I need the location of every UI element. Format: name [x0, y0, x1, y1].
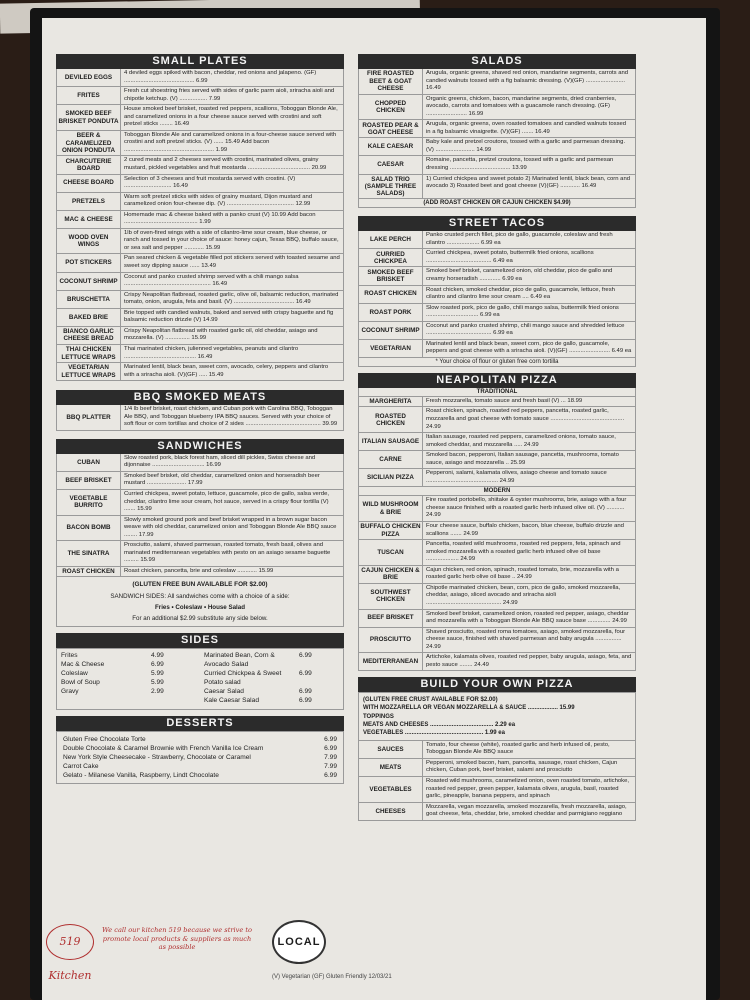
menu-item [358, 584, 636, 610]
item-description: House smoked beef brisket, roasted red peppers, scallions, Toboggan Blonde Ale, and caramelized onions in a four cheese sauce served with crostini and soft pretzel sticks ........ 16.49 [124, 106, 338, 128]
item-name: ROASTED PEAR & GOAT CHEESE [359, 120, 423, 137]
bbq-header: BBQ SMOKED MEATS [56, 390, 344, 405]
menu-item [56, 156, 344, 174]
sandwiches-header: SANDWICHES [56, 439, 344, 454]
priced-item-price: 5.99 [151, 679, 164, 687]
item-name: ROASTED CHICKEN [359, 407, 423, 432]
menu-item [56, 273, 344, 291]
menu-item [358, 496, 636, 522]
menu-item [358, 451, 636, 469]
byo-base: WITH MOZZARELLA OR VEGAN MOZZARELLA & SAUCE .................. 15.99 [363, 705, 575, 712]
menu-item [358, 120, 636, 138]
byo-toppings-label: TOPPINGS [363, 713, 394, 720]
item-name: VEGETABLES [359, 777, 423, 802]
small-plates-header: SMALL PLATES [56, 54, 344, 69]
desserts-header: DESSERTS [56, 716, 344, 731]
item-description: Italian sausage, roasted red peppers, caramelized onions, tomato sauce, smoked cheddar, and mozzarella ..... 24.99 [426, 434, 616, 448]
item-description: Smoked bacon, pepperoni, Italian sausage, pancetta, mushrooms, tomato sauce, asiago and mozzarella .. 25.99 [426, 452, 619, 466]
priced-item [63, 753, 337, 762]
menu-item [56, 567, 344, 578]
item-name: CHEESES [359, 803, 423, 820]
item-description: Shaved prosciutto, roasted roma tomatoes, asiago, smoked mozzarella, four cheese sauce, finished with shaved parmesan and baby arugula ................ 24.99 [426, 628, 626, 650]
item-description: Roasted wild mushrooms, caramelized onion, oven roasted tomato, artichoke, roasted red pepper, green pepper, kalamata olives, arugula, basil, roasted garlic, pineapple, banana peppers, and spinach [426, 777, 629, 800]
priced-item-name: Marinated Bean, Corn & Avocado Salad [204, 652, 275, 669]
priced-item [63, 744, 337, 753]
menu-item [56, 309, 344, 327]
item-name: LAKE PERCH [359, 231, 423, 248]
item-name: BUFFALO CHICKEN PIZZA [359, 522, 423, 539]
item-name: KALE CAESAR [359, 138, 423, 155]
item-name: COCONUT SHRIMP [359, 322, 423, 339]
item-description: 2 cured meats and 2 cheeses served with crostini, marinated olives, grainy mustard, pickled vegetables and fruit mostarda ...................................... 20.99 [124, 157, 327, 172]
item-description: 1) Curried chickpea and sweet potato 2) Marinated lentil, black bean, corn and avocado 3) Roasted beet and goat cheese (V)(GF) ............ 16.49 [426, 175, 630, 190]
item-description: Smoked beef brisket, caramelized onion, old cheddar, pico de gallo and creamy horseradish ............. 6.99 ea [426, 268, 613, 282]
priced-item-name: Bowl of Soup [61, 679, 100, 687]
item-name: MARGHERITA [359, 397, 423, 407]
item-name: ROAST PORK [359, 304, 423, 321]
byo-gf-note: (GLUTEN FREE CRUST AVAILABLE FOR $2.00) [363, 697, 498, 704]
menu-item [358, 304, 636, 322]
menu-item [358, 759, 636, 777]
item-description: Arugula, organic greens, oven roasted tomatoes and candied walnuts tossed in a fig balsamic vinaigrette. (V)(GF) ....... 16.49 [426, 121, 627, 135]
menu-item [358, 267, 636, 285]
priced-item [63, 735, 337, 744]
priced-item-price: 6.99 [299, 687, 312, 695]
menu-item [56, 516, 344, 542]
menu-item [358, 566, 636, 584]
sides-right-list [204, 652, 339, 705]
item-name: BAKED BRIE [57, 309, 121, 326]
item-description: Mozzarella, vegan mozzarella, smoked mozzarella, fresh mozzarella, asiago, goat cheese, feta, cheddar, brie, smoked cheddar and parmigiano reggiano [426, 803, 627, 818]
menu-item [358, 540, 636, 566]
priced-item [204, 688, 339, 697]
item-description: Four cheese sauce, buffalo chicken, bacon, blue cheese, buffalo drizzle and scallions ....... 24.99 [426, 523, 624, 537]
salads-header: SALADS [358, 54, 636, 69]
menu-item [358, 469, 636, 487]
byo-meats-cheeses: MEATS AND CHEESES ...................................... 2.29 ea [363, 721, 516, 728]
local-badge-logo: LOCAL [272, 920, 326, 964]
priced-item-price: 6.99 [324, 735, 337, 743]
item-description: Roast chicken, pancetta, brie and coleslaw ............ 15.99 [124, 567, 274, 574]
byo-pricing [358, 692, 636, 740]
item-description: Slow roasted pork, black forest ham, sliced dill pickles, Swiss cheese and dijonnaise ................................ 16.99 [124, 454, 316, 469]
item-description: Coconut and panko crusted shrimp, chili mango sauce and shredded lettuce ........................................ 6.99 ea [426, 322, 625, 337]
item-name: THE SINATRA [57, 541, 121, 566]
menu-item [56, 327, 344, 345]
item-description: Roast chicken, spinach, roasted red peppers, pancetta, roasted garlic, mozzarella and goat cheese with tomato sauce ............................................. 24.99 [426, 408, 625, 430]
item-description: Cajun chicken, red onion, spinach, roasted tomato, brie, mozzarella with a roasted garlic herb olive oil base .. 24.99 [426, 566, 619, 581]
right-column [358, 54, 636, 821]
priced-item [63, 762, 337, 771]
salads-list [358, 69, 636, 199]
menu-item [56, 105, 344, 131]
priced-item [63, 771, 337, 780]
menu-item [56, 490, 344, 516]
kitchen-tagline: We call our kitchen 519 because we strive to promote local products & suppliers as much as possible [102, 926, 252, 952]
dietary-legend: (V) Vegetarian (GF) Gluten Friendly 12/03/21 [272, 974, 392, 980]
item-name: SOUTHWEST CHICKEN [359, 584, 423, 609]
priced-item-price: 6.99 [299, 652, 312, 660]
item-description: Panko crusted perch fillet, pico de gallo, guacamole, coleslaw and fresh cilantro .................... 6.99 ea [426, 232, 613, 246]
item-name: CUBAN [57, 454, 121, 471]
item-name: BRUSCHETTA [57, 291, 121, 308]
item-name: ROAST CHICKEN [359, 286, 423, 303]
item-description: Slowly smoked ground pork and beef brisket wrapped in a brown sugar bacon weave with old cheddar, caramelized onion and Toboggan Blonde Ale BBQ sauce ........ 17.99 [124, 516, 337, 538]
priced-item-price: 6.99 [151, 661, 164, 669]
priced-item-price: 7.99 [324, 753, 337, 761]
menu-item [358, 407, 636, 433]
item-name: DEVILED EGGS [57, 69, 121, 86]
menu-item [358, 522, 636, 540]
item-description: Romaine, pancetta, pretzel croutons, tossed with a garlic and parmesan dressing ..................................... 13.99 [426, 157, 614, 172]
menu-item [56, 254, 344, 272]
menu-item [56, 405, 344, 431]
item-name: BACON BOMB [57, 516, 121, 541]
item-description: Pancetta, roasted wild mushrooms, roasted red peppers, feta, spinach and smoked mozzarella with a roasted garlic herb infused olive oil base .................... 24.99 [426, 541, 621, 563]
item-description: Warm soft pretzel sticks with sides of grainy mustard, Dijon mustard and caramelized onion four-cheese dip. (V) ......................................... 12.99 [124, 193, 313, 208]
priced-item [204, 652, 339, 670]
item-name: MEATS [359, 759, 423, 776]
menu-item [56, 454, 344, 472]
priced-item-price: 6.99 [324, 744, 337, 752]
menu-item [56, 229, 344, 255]
small-plates-list [56, 69, 344, 381]
sandwiches-list [56, 454, 344, 578]
item-name: THAI CHICKEN LETTUCE WRAPS [57, 345, 121, 362]
menu-item [358, 322, 636, 340]
kitchen-519-logo: 519 Kitchen [46, 924, 94, 960]
priced-item [61, 652, 204, 661]
item-description: Smoked beef brisket, old cheddar, caramelized onion and horseradish beer mustard ........................ 17.99 [124, 472, 320, 487]
item-description: Curried chickpea, sweet potato, lettuce, guacamole, pico de gallo, salsa verde, cheddar, cilantro lime sour cream, hot sauce, served in a crispy flour tortilla (V) ....... 15.99 [124, 490, 329, 513]
item-name: SAUCES [359, 741, 423, 758]
item-description: Tomato, four cheese (white), roasted garlic and herb infused oil, pesto, Toboggan Blonde Ale BBQ sauce [426, 741, 610, 756]
item-name: WILD MUSHROOM & BRIE [359, 496, 423, 521]
item-description: Roast chicken, smoked cheddar, pico de gallo, guacamole, lettuce, fresh cilantro and cilantro lime sour cream .... 6.49 ea [426, 286, 615, 301]
item-description: Marinated lentil and black bean, sweet corn, pico de gallo, guacamole, peppers and goat cheese with a sriracha aioli. (V)(GF) ......................... 6.49 ea [426, 340, 632, 355]
menu-item [358, 777, 636, 803]
item-description: Fresh cut shoestring fries served with sides of garlic parm aioli, sriracha aioli and chipotle ketchup. (V) ................. 7.99 [124, 88, 335, 102]
item-description: Prosciutto, salami, shaved parmesan, roasted tomato, fresh basil, olives and marinated mediterranean vegetables with pesto on an asiago sesame baguette ......... 15.99 [124, 542, 331, 564]
menu-item [56, 193, 344, 211]
menu-item [358, 610, 636, 628]
menu-item [56, 291, 344, 309]
priced-item-price: 6.99 [324, 772, 337, 780]
menu-item [56, 541, 344, 567]
priced-item-price: 4.99 [151, 652, 164, 660]
item-name: SICILIAN PIZZA [359, 469, 423, 486]
item-description: Fire roasted portobello, shiitake & oyster mushrooms, brie, asiago with a four cheese sauce finished with a roasted garlic herb infused olive oil. (V) ........... 24.99 [426, 497, 627, 519]
item-description: Coconut and panko crusted shrimp served with a chili mango salsa ..................................................... 16.49 [124, 273, 299, 288]
menu-item [358, 340, 636, 358]
priced-item-price: 5.99 [151, 670, 164, 678]
menu-item [56, 345, 344, 363]
menu-item [358, 231, 636, 249]
sandwich-sides-list: Fries • Coleslaw • House Salad [155, 604, 245, 612]
priced-item-name: Gluten Free Chocolate Torte [63, 735, 146, 743]
modern-pizza-list [358, 496, 636, 671]
item-name: CHOPPED CHICKEN [359, 95, 423, 120]
bbq-list [56, 405, 344, 431]
traditional-label: TRADITIONAL [358, 388, 636, 397]
item-name: ROAST CHICKEN [57, 567, 121, 577]
priced-item [204, 670, 339, 688]
priced-item-name: Double Chocolate & Caramel Brownie with French Vanilla Ice Cream [63, 744, 264, 752]
menu-item [358, 95, 636, 121]
menu-item [358, 249, 636, 267]
priced-item-name: Mac & Cheese [61, 661, 105, 669]
item-name: SMOKED BEEF BRISKET [359, 267, 423, 284]
item-name: BEEF BRISKET [57, 472, 121, 489]
menu-item [358, 397, 636, 408]
priced-item-name: New York Style Cheesecake - Strawberry, Chocolate or Caramel [63, 753, 251, 761]
item-description: 4 deviled eggs spiked with bacon, cheddar, red onions and jalapeno. (GF) ........................................... 6.99 [124, 70, 317, 84]
item-description: Toboggan Blonde Ale and caramelized onions in a four-cheese sauce served with crostini and soft pretzel sticks. (V) ...... 15.49 Add bacon ....................................................... 1.99 [124, 131, 337, 153]
item-description: Baby kale and pretzel croutons, tossed with a garlic and parmesan dressing. (V) ........................ 14.99 [426, 139, 626, 153]
item-description: Thai marinated chicken, julienned vegetables, peanuts and cilantro ............................................ 16.49 [124, 345, 299, 360]
priced-item-name: Gelato - Milanese Vanilla, Raspberry, Lindt Chocolate [63, 772, 219, 780]
menu-item [56, 87, 344, 105]
priced-item-price: 6.99 [299, 696, 312, 704]
priced-item-price: 2.99 [151, 687, 164, 695]
item-name: VEGETARIAN [359, 340, 423, 357]
item-name: ITALIAN SAUSAGE [359, 433, 423, 450]
menu-item [56, 175, 344, 193]
priced-item-name: Gravy [61, 687, 79, 695]
item-description: Fresh mozzarella, tomato sauce and fresh basil (V) ... 18.99 [426, 397, 583, 404]
menu-item [358, 175, 636, 200]
item-name: FRITES [57, 87, 121, 104]
item-description: Chipotle marinated chicken, bean, corn, pico de gallo, smoked mozzarella, cheddar, asiago, sliced avocado and sriracha aioli .............................................. 24.99 [426, 584, 621, 606]
item-name: TUSCAN [359, 540, 423, 565]
item-description: 1/4 lb beef brisket, roast chicken, and Cuban pork with Carolina BBQ, Toboggan Ale BBQ, and Toboggan blueberry IPA BBQ sauces. Served with your choice of soft flour or corn tortillas and choice of 2 sides .............................................. 39.99 [124, 406, 338, 428]
item-name: CHARCUTERIE BOARD [57, 156, 121, 173]
priced-item-name: Carrot Cake [63, 763, 99, 771]
item-name: PROSCIUTTO [359, 628, 423, 653]
item-description: Crispy Neapolitan flatbread, roasted garlic, olive oil, balsamic reduction, marinated tomato, onion, arugula, feta and basil. (V) ..................................... 16.49 [124, 291, 339, 306]
menu-item [358, 138, 636, 156]
item-name: SMOKED BEEF BRISKET PONDUTA [57, 105, 121, 130]
sides-box [56, 648, 344, 709]
item-name: CAJUN CHICKEN & BRIE [359, 566, 423, 583]
item-name: CURRIED CHICKPEA [359, 249, 423, 266]
menu-item [358, 628, 636, 654]
item-name: FIRE ROASTED BEET & GOAT CHEESE [359, 69, 423, 94]
item-description: Brie topped with candied walnuts, baked and served with crispy baguette and fig balsamic reduction drizzle (V) 14.99 [124, 309, 334, 324]
item-name: CARNE [359, 451, 423, 468]
item-name: CAESAR [359, 156, 423, 173]
tacos-header: STREET TACOS [358, 216, 636, 231]
item-description: Marinated lentil, black bean, sweet corn, avocado, celery, peppers and cilantro with a sriracha aioli. (V)(GF) ..... 15.49 [124, 364, 329, 378]
item-description: Pan seared chicken & vegetable filled pot stickers served with toasted sesame and sweet soy dipping sauce ...... 13.49 [124, 255, 340, 270]
item-description: Artichoke, kalamata olives, roasted red pepper, baby arugula, asiago, feta, and pesto sauce ........ 24.49 [426, 654, 632, 668]
menu-item [358, 69, 636, 95]
item-description: Pepperoni, salami, kalamata olives, asiago cheese and tomato sauce ............................................ 24.99 [426, 470, 607, 484]
gluten-free-bun-note: (GLUTEN FREE BUN AVAILABLE FOR $2.00) [132, 581, 268, 589]
item-description: 1lb of oven-fired wings with a side of cilantro-lime sour cream, blue cheese, or ranch and tossed in your choice of sauce: honey cajun, Texas BBQ, buffalo sauce, or sea salt and pepper ............ 15.99 [124, 229, 339, 251]
item-name: BEER & CARAMELIZED ONION PONDUTA [57, 131, 121, 156]
item-name: PRETZELS [57, 193, 121, 210]
item-description: Organic greens, chicken, bacon, mandarine segments, dried cranberries, avocado, carrots and tomatoes with a guacamole ranch dressing. (GF) ......................... 16.99 [426, 95, 617, 117]
item-name: MAC & CHEESE [57, 211, 121, 228]
item-name: BIANCO GARLIC CHEESE BREAD [57, 327, 121, 344]
desserts-list [56, 731, 344, 784]
item-description: Homemade mac & cheese baked with a panko crust (V) 10.99 Add bacon ............................................. 1.99 [124, 211, 316, 226]
priced-item-name: Frites [61, 652, 78, 660]
pizza-header: NEAPOLITAN PIZZA [358, 373, 636, 388]
menu-item [56, 211, 344, 229]
item-name: CHEESE BOARD [57, 175, 121, 192]
priced-item [61, 688, 204, 697]
item-name: MEDITERRANEAN [359, 653, 423, 670]
modern-label: MODERN [358, 487, 636, 496]
menu-item [56, 69, 344, 87]
item-description: Pepperoni, smoked bacon, ham, pancetta, sausage, roast chicken, Cajun chicken, Cuban pork, beef brisket, salami and prosciutto [426, 759, 618, 774]
menu-item [358, 433, 636, 451]
priced-item [204, 697, 339, 706]
priced-item-price: 7.99 [324, 763, 337, 771]
item-name: POT STICKERS [57, 254, 121, 271]
menu-item [358, 653, 636, 671]
priced-item-name: Caesar Salad [204, 687, 244, 695]
item-description: Crispy Neapolitan flatbread with roasted garlic oil, old cheddar, asiago and mozzarella. (V) ............... 15.99 [124, 327, 318, 342]
item-name: SALAD TRIO (SAMPLE THREE SALADS) [359, 175, 423, 199]
item-name: WOOD OVEN WINGS [57, 229, 121, 254]
sandwich-sides-note: SANDWICH SIDES: All sandwiches come with a choice of a side: [110, 593, 290, 601]
item-description: Curried chickpea, sweet potato, buttermilk fried onions, scallions ........................................ 6.49 ea [426, 250, 594, 264]
substitute-note: For an additional $2.99 substitute any side below. [132, 614, 268, 622]
menu-item [358, 286, 636, 304]
item-description: Slow roasted pork, pico de gallo, chili mango salsa, buttermilk fried onions ................................ 6.99 ea [426, 304, 619, 319]
menu-item [358, 803, 636, 821]
tacos-list [358, 231, 636, 358]
traditional-pizza-list [358, 397, 636, 487]
tortilla-note: * Your choice of flour or gluten free corn tortilla [358, 358, 636, 367]
menu-item [56, 363, 344, 381]
menu-page [42, 18, 706, 1000]
priced-item-name: Coleslaw [61, 670, 88, 678]
sides-header: SIDES [56, 633, 344, 648]
sandwich-notes [56, 577, 344, 627]
priced-item-price: 6.99 [299, 670, 312, 678]
item-description: Smoked beef brisket, caramelized onion, roasted red pepper, asiago, cheddar and mozzarella with a Toboggan Blonde Ale BBQ sauce base .............. 24.99 [426, 610, 629, 625]
item-name: VEGETARIAN LETTUCE WRAPS [57, 363, 121, 380]
priced-item-name: Curried Chickpea & Sweet Potato salad [204, 670, 282, 687]
sides-left-list [61, 652, 204, 705]
byo-vegetables: VEGETABLES ............................................... 1.99 ea [363, 729, 505, 736]
priced-item [61, 661, 204, 670]
left-column [56, 54, 344, 784]
priced-item-name: Kale Caesar Salad [204, 696, 259, 704]
item-name: BEEF BRISKET [359, 610, 423, 627]
item-name: BBQ PLATTER [57, 405, 121, 430]
salad-add-note: (ADD ROAST CHICKEN OR CAJUN CHICKEN $4.99) [358, 199, 636, 208]
item-description: Arugula, organic greens, shaved red onion, mandarine segments, carrots and candied walnuts tossed with a fig balsamic dressing. (V)(GF) ........................ 16.49 [426, 70, 629, 92]
priced-item [61, 679, 204, 688]
menu-item [358, 741, 636, 759]
item-name: COCONUT SHRIMP [57, 273, 121, 290]
menu-item [358, 156, 636, 174]
menu-item [56, 131, 344, 157]
priced-item [61, 670, 204, 679]
byo-header: BUILD YOUR OWN PIZZA [358, 677, 636, 692]
byo-toppings-list [358, 741, 636, 821]
item-name: VEGETABLE BURRITO [57, 490, 121, 515]
item-description: Selection of 3 cheeses and fruit mostarda served with crostini. (V) ............................. 16.49 [124, 175, 296, 190]
menu-item [56, 472, 344, 490]
